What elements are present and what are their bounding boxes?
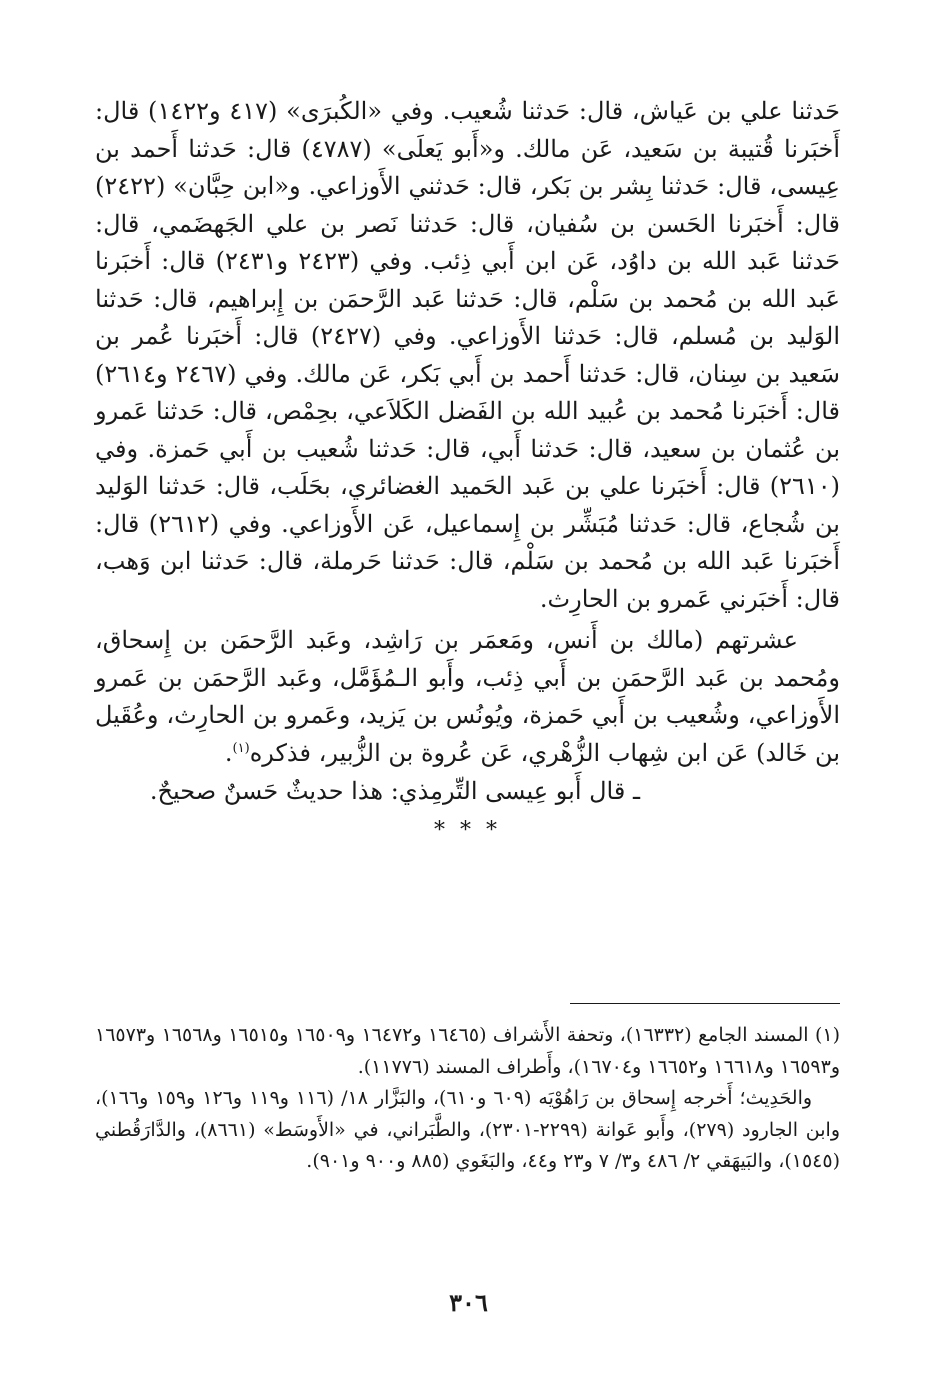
section-separator: * * * (434, 818, 501, 843)
footnote-divider (570, 1003, 840, 1004)
footnotes-block (95, 1020, 840, 1178)
page-number: ٣٠٦ (449, 1288, 488, 1317)
footnote-1-continuation: والحَدِيث؛ أَخرجه إِسحاق بن رَاهُوْيَه (٦٠٩ و٦١٠)، والبَزَّار ١٨/ (١١٦ و١١٩ و١٢٦ و١٥٩ و١٦٦)، وابن الجارود (٢٧٩)، وأَبو عَوانة (٢٢٩٩-٢٣٠١)، والطَّبَراني، في «الأَوسَط» (٨٦٦١)، والدَّارَقُطني (١٥٤٥)، والبَيهَقي ٢/ ٤٨٦ و٣/ ٧ و٢٣ و٤٤، والبَغَوي (٨٨٥ و٩٠٠ و٩٠١). (95, 1087, 840, 1172)
main-text-block (95, 93, 840, 846)
hadith-chain-paragraph: حَدثنا علي بن عَياش، قال: حَدثنا شُعيب. وفي «الكُبرَى» (٤١٧ و١٤٢٢) قال: أَخبَرنا قُتيبة بن سَعيد، عَن مالك. و«أَبو يَعلَى» (٤٧٨٧) قال: حَدثنا أَحمد بن عِيسى، قال: حَدثنا بِشر بن بَكر، قال: حَدثني الأَوزاعي. و«ابن حِبَّان» (٢٤٢٢) قال: أَخبَرنا الحَسن بن سُفيان، قال: حَدثنا نَصر بن علي الجَهضَمي، قال: حَدثنا عَبد الله بن داوُد، عَن ابن أَبي ذِئب. وفي (٢٤٢٣ و٢٤٣١) قال: أَخبَرنا عَبد الله بن مُحمد بن سَلْم، قال: حَدثنا عَبد الرَّحمَن بن إِبراهيم، قال: حَدثنا الوَليد بن مُسلم، قال: حَدثنا الأَوزاعي. وفي (٢٤٢٧) قال: أَخبَرنا عُمر بن سَعيد بن سِنان، قال: حَدثنا أَحمد بن أَبي بَكر، عَن مالك. وفي (٢٤٦٧ و٢٦١٤) قال: أَخبَرنا مُحمد بن عُبيد الله بن الفَضل الكَلاَعي، بحِمْص، قال: حَدثنا عَمرو بن عُثمان بن سعيد، قال: حَدثنا أَبي، قال: حَدثنا شُعيب بن أَبي حَمزة. وفي (٢٦١٠) قال: أَخبَرنا علي بن عَبد الحَميد الغضائري، بحَلَب، قال: حَدثنا الوَليد بن شُجاع، قال: حَدثنا مُبَشِّر بن إِسماعيل، عَن الأَوزاعي. وفي (٢٦١٢) قال: أَخبَرنا عَبد الله بن مُحمد بن سَلْم، قال: حَدثنا حَرملة، قال: حَدثنا ابن وَهب، قال: أَخبَرني عَمرو بن الحارِث. (95, 97, 841, 613)
narrators-summary-paragraph (95, 622, 840, 772)
footnote-1: (١) المسند الجامع (١٦٣٣٢)، وتحفة الأَشراف (١٦٤٦٥ و١٦٤٧٢ و١٦٥٠٩ و١٦٥١٥ و١٦٥٦٨ و١٦٥٧٣ و١٦٥٩٣ و١٦٦١٨ و١٦٦٥٢ و١٦٧٠٤)، وأَطراف المسند (١١٧٧٦). (95, 1024, 841, 1078)
narrators-summary-end: . (224, 738, 233, 767)
narrators-summary-text: عشرتهم (مالك بن أَنس، ومَعمَر بن رَاشِد، وعَبد الرَّحمَن بن إِسحاق، ومُحمد بن عَبد الرَّحمَن بن أَبي ذِئب، وأَبو الـمُؤَمَّل، وعَبد الرَّحمَن بن عَمرو الأَوزاعي، وشُعيب بن أَبي حَمزة، ويُونُس بن يَزيد، وعَمرو بن الحارِث، وعُقَيل بن خَالد) عَن ابن شِهاب الزُّهْري، عَن عُروة بن الزُّبير، فذكره (95, 626, 840, 767)
footnote-reference-1[interactable]: (١) (232, 740, 250, 756)
tirmidhi-verdict: ـ قال أَبو عِيسى التِّرمِذي: هذا حديثٌ حَسنٌ صحيحٌ. (149, 777, 640, 805)
body-text (95, 93, 840, 772)
